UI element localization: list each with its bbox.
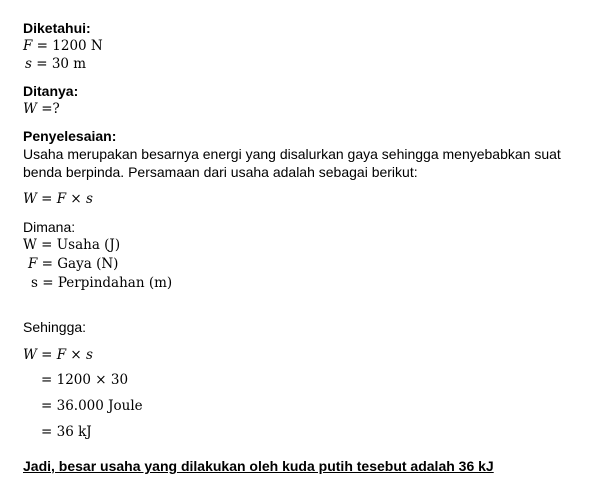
penyelesaian-heading: Penyelesaian: [23,128,117,144]
calc-step-result-kj: = 36 kJ [41,424,92,440]
explanation-line-2: benda berpinda. Persamaan dari usaha adalah sebagai berikut: [23,164,418,180]
work-variable: W [23,101,37,117]
force-variable: F [23,38,33,54]
given-force [23,38,103,54]
calc-step-substitution: = 1200 × 30 [41,372,129,388]
explanation-line-1: Usaha merupakan besarnya energi yang disalurkan gaya sehingga menyebabkan suat [23,146,561,162]
force-value: = 1200 N [36,38,103,54]
definition-work: W = Usaha (J) [23,237,121,253]
sehingga-heading: Sehingga: [23,319,87,335]
calc-step-formula: W = F × s [23,347,93,363]
dimana-heading: Dimana: [23,219,76,235]
calc-step-result-joule: = 36.000 Joule [41,398,143,414]
asked-work [23,101,60,117]
displacement-value: = 30 m [36,56,87,72]
work-formula: W = F × s [23,191,93,207]
definition-force-variable: F [28,256,38,272]
definition-force-meaning: = Gaya (N) [41,256,119,272]
definition-force [28,256,118,272]
work-unknown: =? [41,101,60,117]
conclusion: Jadi, besar usaha yang dilakukan oleh kuda putih tesebut adalah 36 kJ [23,458,494,474]
definition-displacement: s = Perpindahan (m) [31,275,173,291]
displacement-variable: s [25,56,32,72]
diketahui-heading: Diketahui: [23,20,91,36]
ditanya-heading: Ditanya: [23,83,79,99]
given-displacement [25,56,86,72]
